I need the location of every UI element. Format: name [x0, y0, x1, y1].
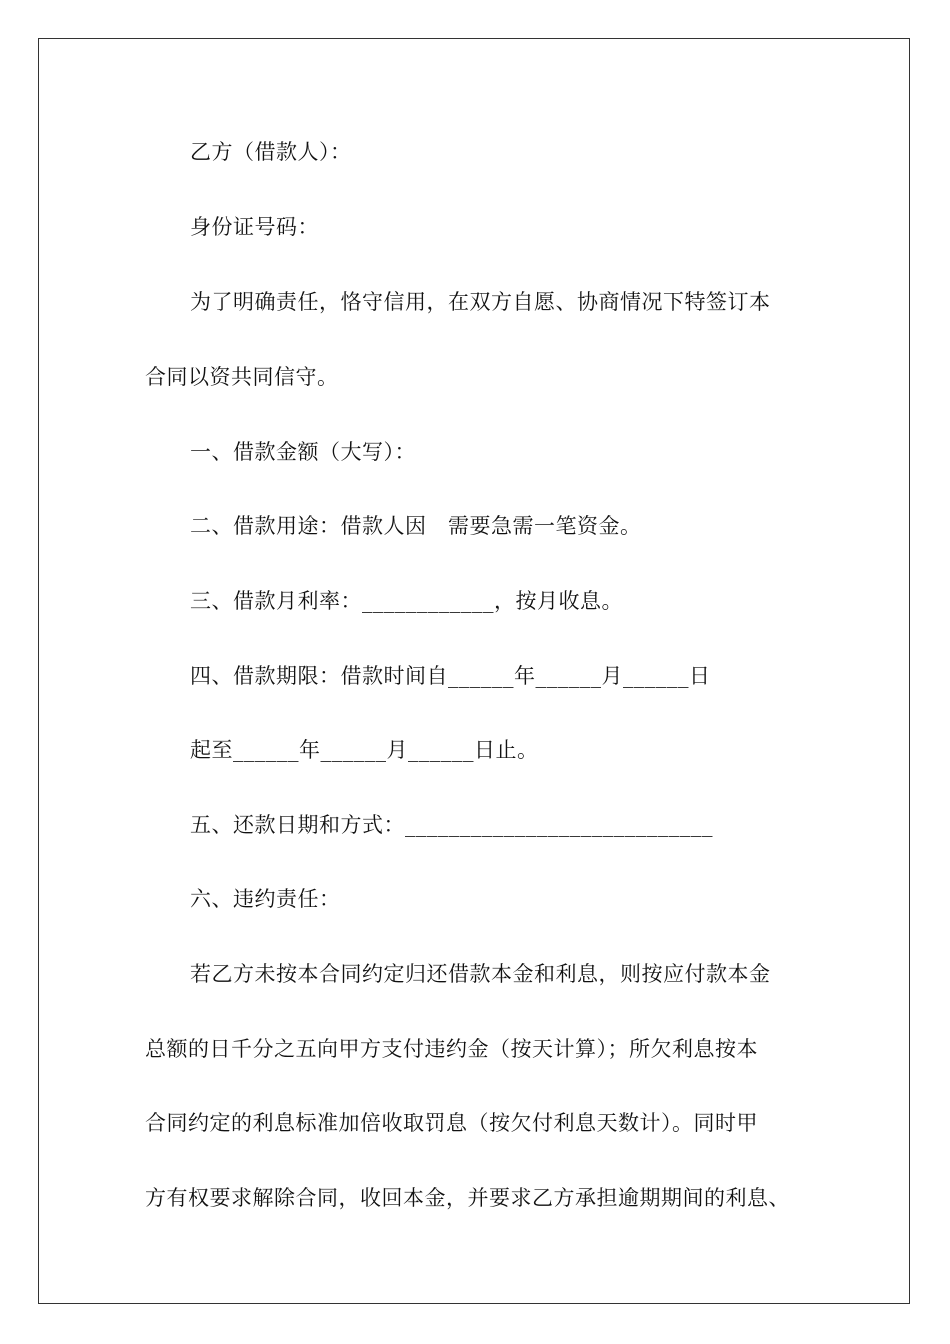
borrower-party-line: 乙方（借款人）：: [190, 140, 352, 164]
clause-loan-term-line-1: 四、借款期限：借款时间自______年______月______日: [190, 664, 711, 688]
clause-loan-term-line-2: 起至______年______月______日止。: [190, 738, 539, 762]
breach-paragraph-line-1: 若乙方未按本合同约定归还借款本金和利息，则按应付款本金: [190, 962, 771, 986]
clause-breach-heading: 六、违约责任：: [190, 887, 341, 911]
clause-repayment-method: 五、还款日期和方式：____________________________: [190, 813, 713, 837]
preamble-line-1: 为了明确责任，恪守信用，在双方自愿、协商情况下特签订本: [190, 290, 771, 314]
breach-paragraph-line-2: 总额的日千分之五向甲方支付违约金（按天计算）；所欠利息按本: [145, 1037, 758, 1061]
clause-loan-purpose: 二、借款用途：借款人因 需要急需一笔资金。: [190, 514, 642, 538]
clause-monthly-interest: 三、借款月利率：____________，按月收息。: [190, 589, 623, 613]
clause-loan-amount: 一、借款金额（大写）：: [190, 440, 416, 464]
id-number-line: 身份证号码：: [190, 215, 319, 239]
breach-paragraph-line-3: 合同约定的利息标准加倍收取罚息（按欠付利息天数计）。同时甲: [145, 1111, 758, 1135]
breach-paragraph-line-4: 方有权要求解除合同，收回本金，并要求乙方承担逾期期间的利息、: [145, 1186, 790, 1210]
preamble-line-2: 合同以资共同信守。: [145, 365, 339, 389]
